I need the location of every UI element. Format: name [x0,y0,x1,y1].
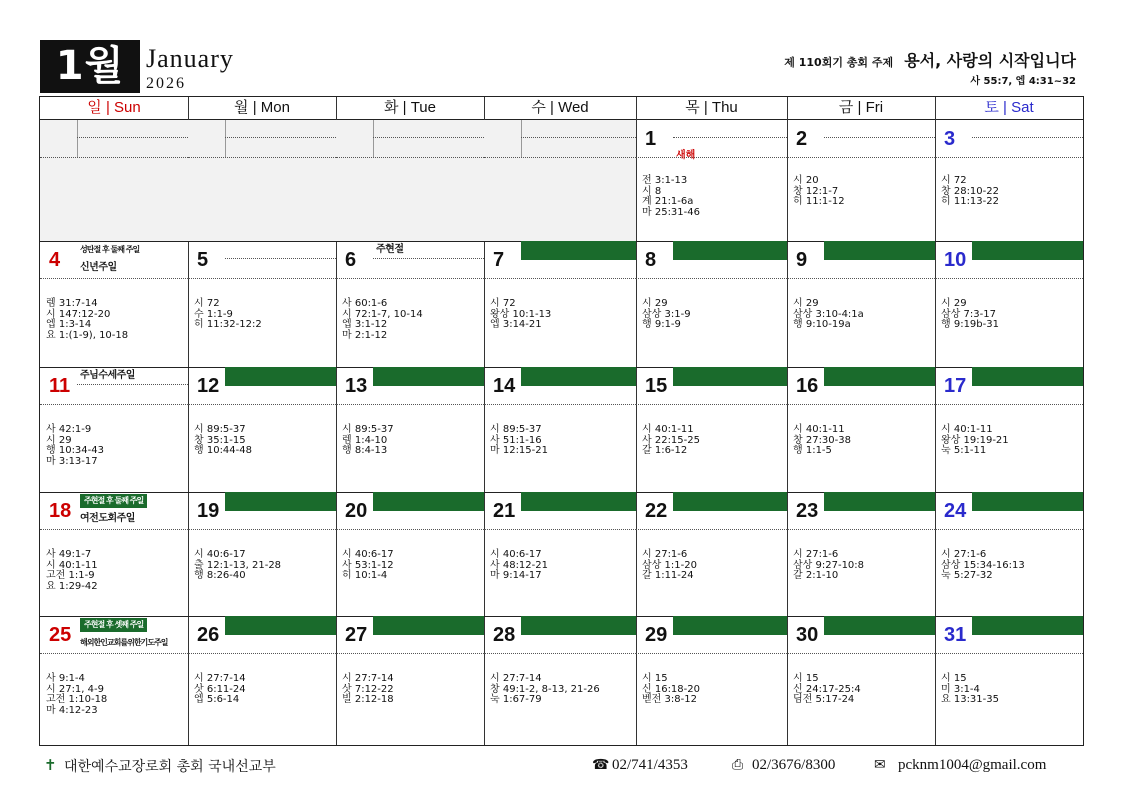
year-label: 2026 [146,75,186,92]
day-cell [188,367,336,492]
empty-dots [77,137,188,138]
day-cell [336,241,484,367]
day-number: 5 [197,249,209,271]
date-separator [484,653,636,654]
date-separator [40,529,188,530]
date-separator [188,278,336,279]
day-number: 17 [944,375,967,397]
scripture-readings: 시 72 창 28:10-22 히 11:13-22 [941,175,999,208]
month-number: 1월 [40,40,140,93]
date-separator [336,404,484,405]
holiday-label: 새해 [676,150,696,161]
day-number: 26 [197,624,220,646]
date-separator [935,529,1083,530]
date-separator [40,404,188,405]
date-dots [824,137,935,138]
day-cell [188,241,336,367]
scripture-readings: 시 20 창 12:1-7 히 11:1-12 [793,175,845,208]
date-separator [40,157,188,158]
day-number: 9 [796,249,808,271]
day-cell [787,120,935,241]
green-bar [972,492,1083,511]
date-dots [373,258,484,259]
scripture-readings: 시 72 수 1:1-9 히 11:32-12:2 [194,298,262,331]
scripture-readings: 시 15 신 24:17-25:4 딤전 5:17-24 [793,673,861,706]
scripture-readings: 시 27:1-6 삼상 15:34-16:13 눅 5:27-32 [941,549,1025,582]
date-separator [636,529,787,530]
day-number: 7 [493,249,505,271]
scripture-readings: 시 40:6-17 출 12:1-13, 21-28 행 8:26-40 [194,549,282,582]
day-cell [40,616,188,745]
date-dots [77,384,188,385]
date-separator [484,157,636,158]
day-number: 6 [345,249,357,271]
day-cell [484,616,636,745]
day-cell [40,492,188,616]
church-cross-icon: ✝ [44,756,57,774]
date-separator [935,278,1083,279]
green-bar [972,367,1083,386]
day-number: 27 [345,624,368,646]
green-bar [673,241,787,260]
green-bar [225,616,336,635]
scripture-readings: 사 49:1-7 시 40:1-11 고전 1:1-9 요 1:29-42 [46,549,98,592]
weekday-header: 화 | Tue [336,97,484,120]
day-cell [636,367,787,492]
empty-cell [484,120,636,241]
day-number: 31 [944,624,967,646]
date-separator [636,653,787,654]
fax-icon: ⎙ [732,757,744,773]
green-bar [824,616,935,635]
date-separator [336,278,484,279]
empty-cell [40,120,188,241]
liturgical-label: 주현절 [376,244,404,255]
day-cell [336,492,484,616]
day-number: 8 [645,249,657,271]
scripture-readings: 시 27:7-14 삿 7:12-22 빌 2:12-18 [342,673,394,706]
date-dots [972,137,1083,138]
date-separator [787,653,935,654]
day-cell [787,367,935,492]
green-bar [225,492,336,511]
green-bar [521,367,636,386]
scripture-readings: 시 40:1-11 창 27:30-38 행 1:1-5 [793,424,851,457]
scripture-readings: 시 15 신 16:18-20 벧전 3:8-12 [642,673,700,706]
empty-dots [373,137,484,138]
day-cell [787,241,935,367]
scripture-readings: 사 42:1-9 시 29 행 10:34-43 마 3:13-17 [46,424,104,467]
date-separator [787,278,935,279]
weekday-header: 월 | Mon [188,97,336,120]
date-dots [225,258,336,259]
day-cell [336,616,484,745]
date-separator [188,529,336,530]
day-cell [636,616,787,745]
day-cell [935,367,1083,492]
green-bar [373,616,484,635]
weekday-header: 토 | Sat [935,97,1083,120]
scripture-readings: 시 27:1-6 삼상 9:27-10:8 갈 2:1-10 [793,549,865,582]
liturgical-label: 해외한인교회를위한기도주일 [80,638,168,647]
day-cell [40,241,188,367]
date-separator [484,529,636,530]
empty-dots [521,137,636,138]
scripture-readings: 시 40:6-17 사 48:12-21 마 9:14-17 [490,549,548,582]
day-cell [935,120,1083,241]
day-number: 20 [345,500,368,522]
green-bar [824,492,935,511]
day-number: 18 [49,500,72,522]
date-separator [40,278,188,279]
date-separator [787,404,935,405]
day-number: 24 [944,500,967,522]
day-number: 19 [197,500,220,522]
scripture-readings: 시 29 삼상 3:1-9 행 9:1-9 [642,298,691,331]
scripture-readings: 시 29 삼상 3:10-4:1a 행 9:10-19a [793,298,864,331]
empty-divider [77,120,78,157]
green-bar [824,367,935,386]
assembly-theme [784,48,1076,71]
day-number: 14 [493,375,516,397]
day-cell [40,367,188,492]
liturgical-label: 성탄절 후 둘째 주일 [80,245,140,254]
green-bar [972,616,1083,635]
day-cell [188,492,336,616]
green-bar [521,241,636,260]
day-cell [188,120,336,241]
green-bar [673,616,787,635]
liturgical-label: 주현절 후 셋째 주일 [80,618,147,632]
day-number: 10 [944,249,967,271]
day-number: 25 [49,624,72,646]
day-cell [484,120,636,241]
weekday-header: 금 | Fri [787,97,935,120]
email-address: pcknm1004@gmail.com [898,757,1047,773]
day-cell [787,492,935,616]
scripture-readings: 시 15 미 3:1-4 요 13:31-35 [941,673,999,706]
scripture-readings: 시 27:7-14 창 49:1-2, 8-13, 21-26 눅 1:67-79 [490,673,600,706]
day-cell [787,616,935,745]
day-number: 23 [796,500,819,522]
day-cell [935,616,1083,745]
date-separator [636,278,787,279]
date-separator [787,157,935,158]
day-number: 2 [796,128,808,150]
empty-cell [188,120,336,241]
empty-cell [336,120,484,241]
scripture-readings: 시 40:1-11 사 22:15-25 갈 1:6-12 [642,424,700,457]
liturgical-label: 주현절 후 둘째 주일 [80,494,147,508]
empty-divider [373,120,374,157]
day-cell [484,492,636,616]
day-cell [336,367,484,492]
day-number: 12 [197,375,220,397]
scripture-readings: 시 40:6-17 사 53:1-12 히 10:1-4 [342,549,394,582]
month-english: January [146,44,234,73]
phone-icon: ☎ [592,757,610,773]
day-cell [188,616,336,745]
scripture-readings: 시 89:5-37 사 51:1-16 마 12:15-21 [490,424,548,457]
date-separator [935,157,1083,158]
day-number: 30 [796,624,819,646]
theme-title: 용서, 사랑의 시작입니다 [904,51,1076,70]
scripture-readings: 시 29 삼상 7:3-17 행 9:19b-31 [941,298,999,331]
calendar-header [40,40,1084,96]
day-number: 21 [493,500,516,522]
day-cell [935,241,1083,367]
day-number: 29 [645,624,668,646]
theme-verse: 사 55:7, 엡 4:31~32 [970,76,1076,87]
empty-divider [521,120,522,157]
scripture-readings: 시 89:5-37 렘 1:4-10 행 8:4-13 [342,424,394,457]
liturgical-label: 주님수세주일 [80,370,135,381]
date-separator [188,653,336,654]
weekday-header: 수 | Wed [484,97,636,120]
day-number: 1 [645,128,657,150]
day-cell [40,120,188,241]
day-cell [636,492,787,616]
liturgical-label: 신년주일 [80,262,117,273]
day-number: 22 [645,500,668,522]
green-bar [972,241,1083,260]
date-separator [484,278,636,279]
day-number: 28 [493,624,516,646]
weekday-header: 일 | Sun [40,97,188,120]
date-separator [40,653,188,654]
date-separator [935,404,1083,405]
org-name: 대한예수교장로회 총회 국내선교부 [64,759,276,775]
day-number: 4 [49,249,61,271]
theme-prefix: 제 110회기 총회 주제 [784,56,894,69]
scripture-readings: 사 60:1-6 시 72:1-7, 10-14 엡 3:1-12 마 2:1-12 [342,298,423,341]
day-number: 15 [645,375,668,397]
green-bar [673,367,787,386]
date-separator [935,653,1083,654]
weekday-header: 목 | Thu [636,97,787,120]
day-cell [636,241,787,367]
green-bar [521,616,636,635]
day-cell [336,120,484,241]
date-separator [336,653,484,654]
green-bar [673,492,787,511]
email-icon: ✉ [874,757,886,773]
day-number: 16 [796,375,819,397]
date-separator [336,157,484,158]
scripture-readings: 시 72 왕상 10:1-13 엡 3:14-21 [490,298,552,331]
date-separator [636,404,787,405]
date-separator [484,404,636,405]
scripture-readings: 시 27:7-14 삿 6:11-24 엡 5:6-14 [194,673,246,706]
scripture-readings: 렘 31:7-14 시 147:12-20 엡 1:3-14 요 1:(1-9), 10-18 [46,298,129,341]
date-separator [336,529,484,530]
date-separator [188,157,336,158]
day-cell [484,241,636,367]
day-number: 3 [944,128,956,150]
day-number: 13 [345,375,368,397]
scripture-readings: 시 27:1-6 삼상 1:1-20 갈 1:11-24 [642,549,697,582]
date-separator [188,404,336,405]
date-separator [787,529,935,530]
green-bar [521,492,636,511]
scripture-readings: 시 89:5-37 창 35:1-15 행 10:44-48 [194,424,252,457]
green-bar [225,367,336,386]
scripture-readings: 시 40:1-11 왕상 19:19-21 눅 5:1-11 [941,424,1009,457]
green-bar [373,492,484,511]
day-number: 11 [49,375,71,397]
day-cell [636,120,787,241]
date-dots [673,137,787,138]
calendar-grid [39,96,1084,746]
green-bar [373,367,484,386]
empty-dots [225,137,336,138]
empty-divider [225,120,226,157]
scripture-readings: 전 3:1-13 시 8 계 21:1-6a 마 25:31-46 [642,175,700,218]
date-separator [636,157,787,158]
day-cell [935,492,1083,616]
phone-number: 02/741/4353 [612,757,688,773]
liturgical-label: 여전도회주일 [80,513,135,524]
green-bar [824,241,935,260]
scripture-readings: 사 9:1-4 시 27:1, 4-9 고전 1:10-18 마 4:12-23 [46,673,108,716]
fax-number: 02/3676/8300 [752,757,836,773]
day-cell [484,367,636,492]
